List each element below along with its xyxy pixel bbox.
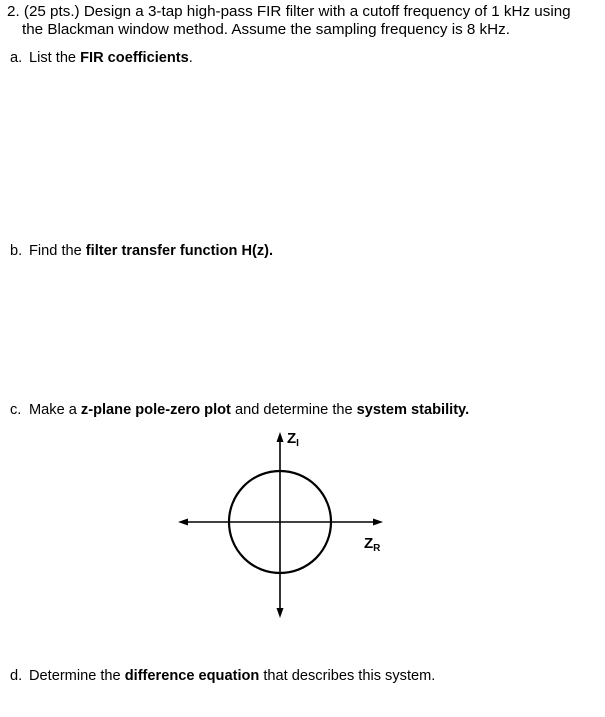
part-b-letter: b. (10, 243, 23, 259)
real-axis-arrow-left (178, 519, 188, 526)
part-b-bold: filter transfer function H(z). (85, 243, 274, 259)
part-b (10, 242, 273, 260)
real-axis-label: $Z_R$ (364, 535, 381, 554)
imaginary-axis-label: $Z_I$ (287, 430, 299, 449)
part-d (10, 667, 435, 685)
part-a-prefix: List the (29, 50, 81, 66)
part-a-suffix: . (188, 50, 193, 66)
real-axis-arrow-right (373, 519, 383, 526)
part-d-prefix: Determine the (29, 668, 125, 684)
question-header (7, 3, 601, 39)
part-d-bold: difference equation (124, 668, 260, 684)
imaginary-axis-arrow-down (277, 608, 284, 618)
part-b-prefix: Find the (29, 243, 86, 259)
part-c (10, 401, 469, 419)
part-a (10, 49, 193, 67)
part-c-prefix: Make a (29, 402, 81, 418)
part-a-letter: a. (10, 50, 23, 66)
part-c-bold-1: z-plane pole-zero plot (80, 402, 231, 418)
question-text-line-1: 2. (25 pts.) Design a 3-tap high-pass FIR filter with a cutoff frequency of 1 kHz using (7, 3, 571, 20)
z-plane-plot (175, 425, 390, 620)
part-a-bold: FIR coefficients (80, 50, 189, 66)
imaginary-axis-arrow-up (277, 432, 284, 442)
part-c-middle: and determine the (230, 402, 357, 418)
question-text-line-2: the Blackman window method. Assume the sampling frequency is 8 kHz. (22, 21, 510, 38)
part-d-letter: d. (10, 668, 23, 684)
part-d-suffix: that describes this system. (259, 668, 436, 684)
part-c-bold-2: system stability. (356, 402, 470, 418)
part-c-letter: c. (10, 402, 22, 418)
